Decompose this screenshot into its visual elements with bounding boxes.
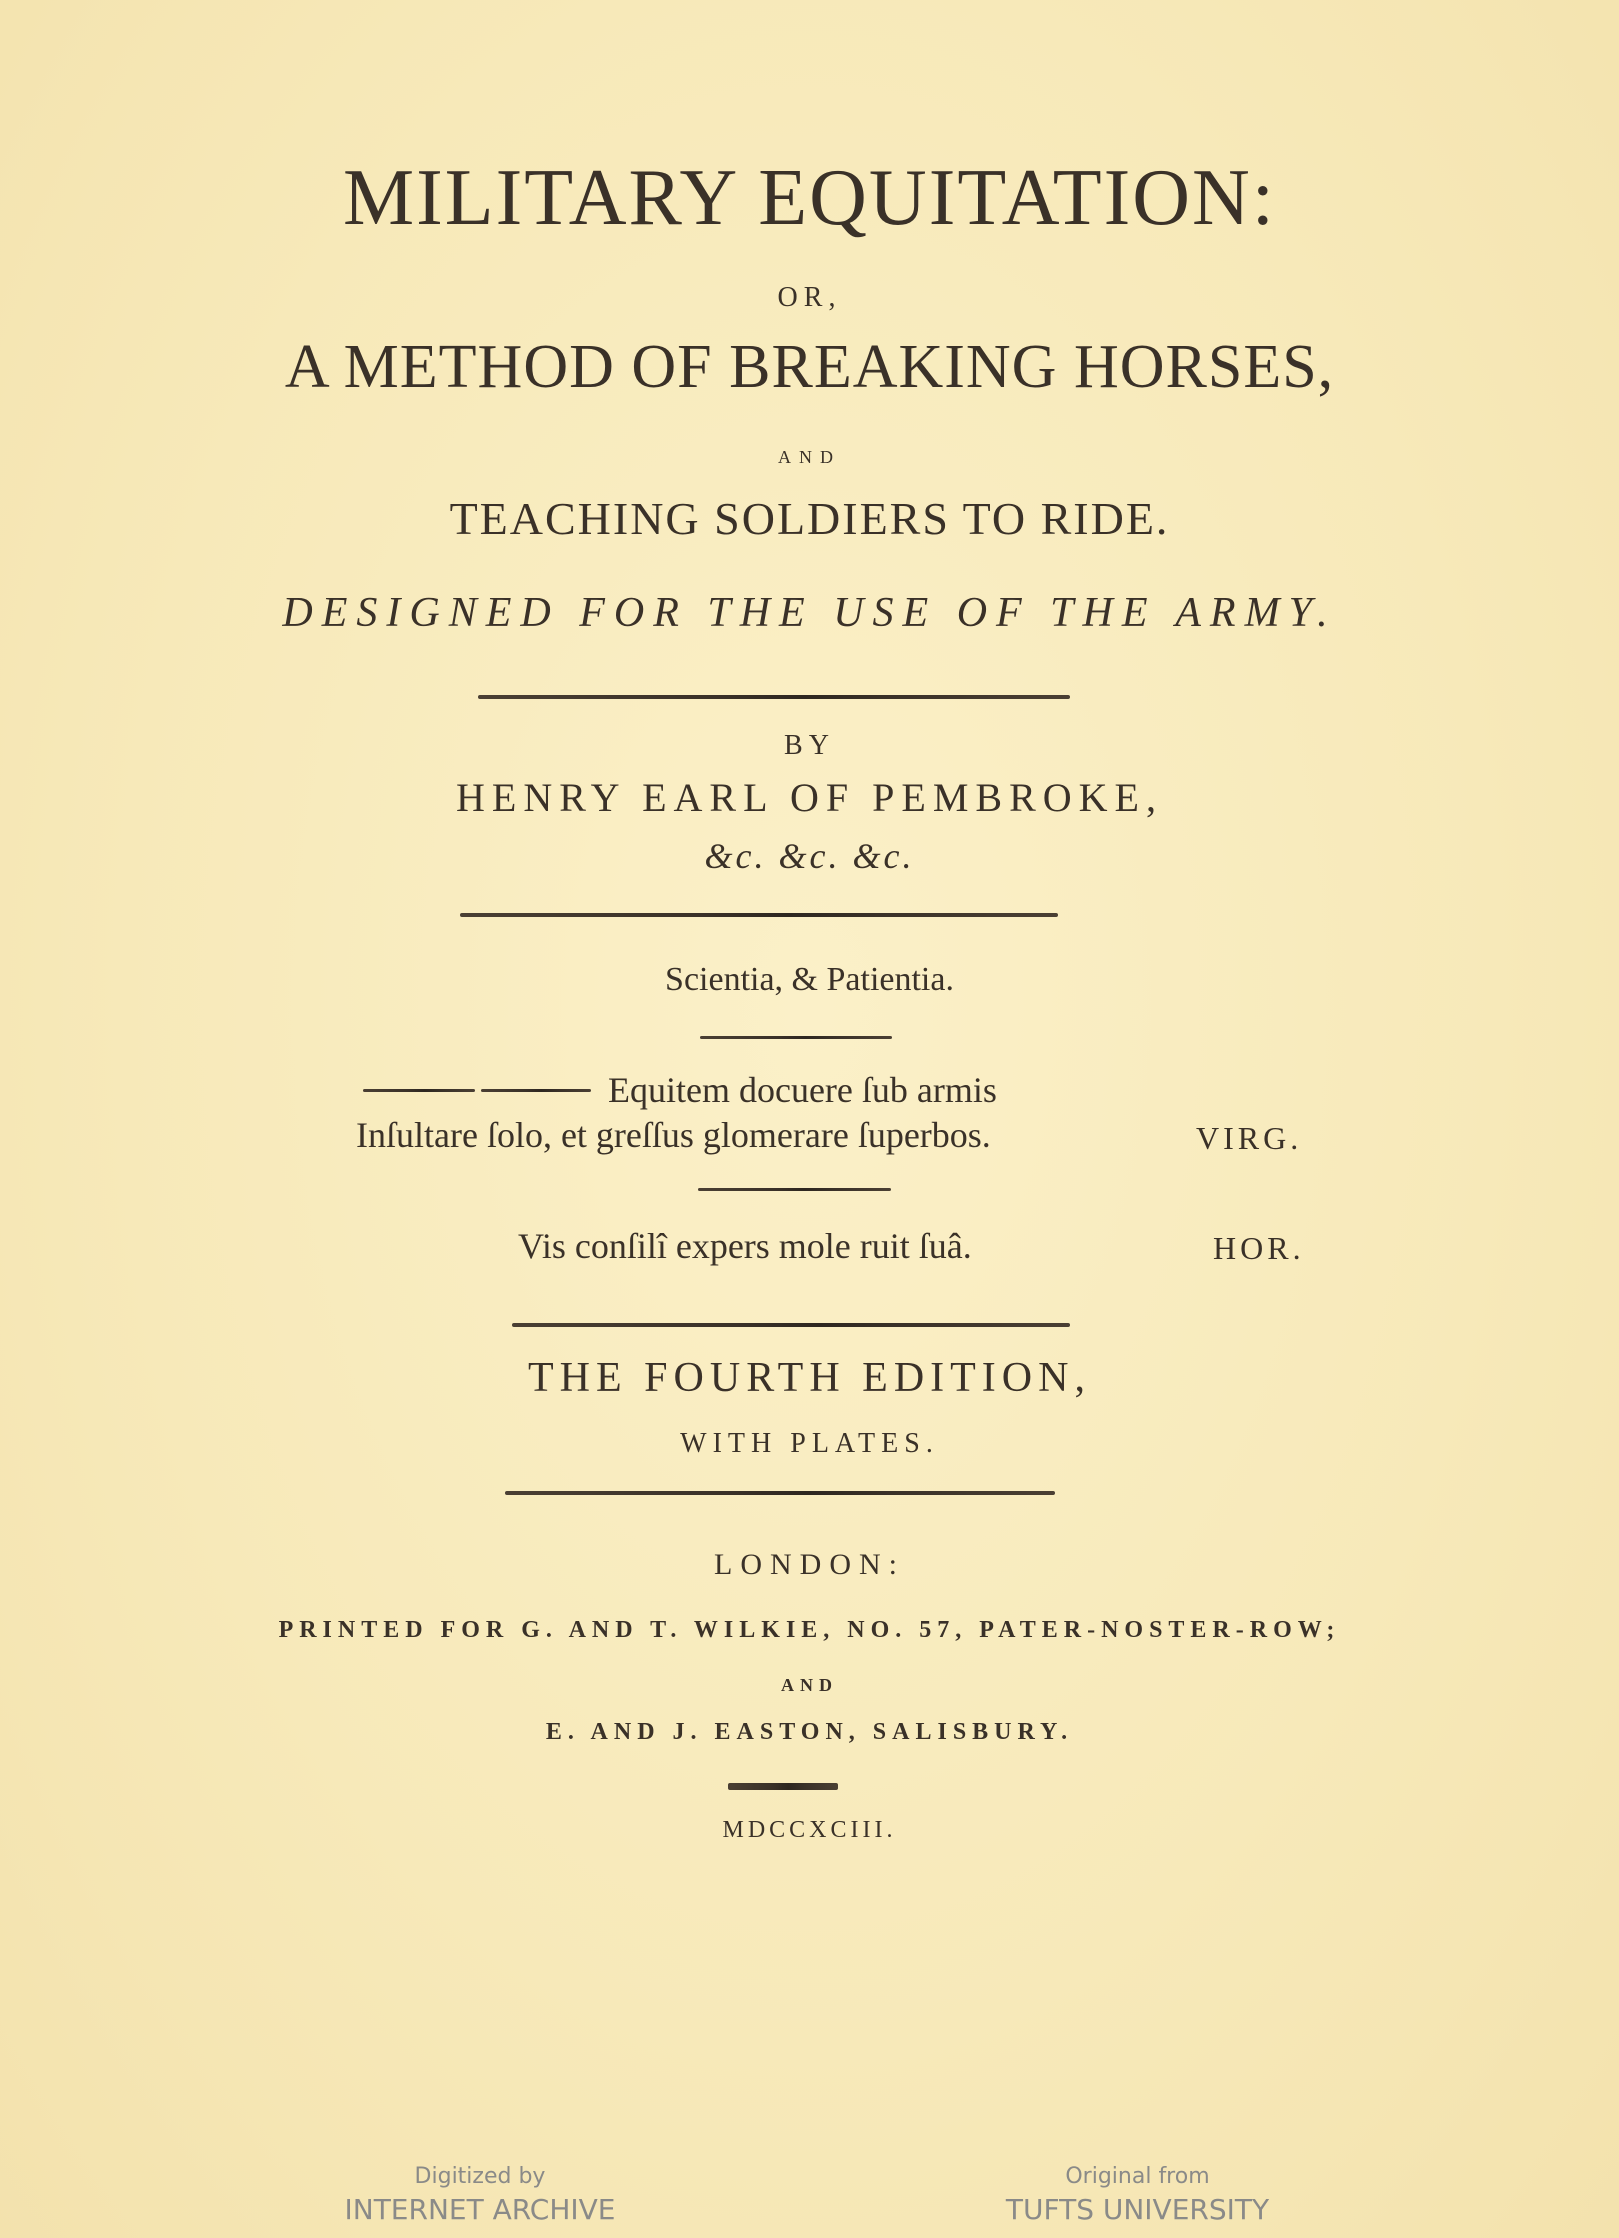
footer-digitized-by: [340, 2164, 620, 2226]
subtitle-breaking-horses: A METHOD OF BREAKING HORSES,: [284, 333, 1335, 401]
virgil-attribution: VIRG.: [1196, 1120, 1303, 1156]
london: LONDON:: [714, 1548, 905, 1581]
with-plates: WITH PLATES.: [680, 1428, 939, 1459]
horace-attribution: HOR.: [1213, 1230, 1305, 1266]
and-line-1: AND: [778, 447, 841, 467]
easton-salisbury: E. AND J. EASTON, SALISBURY.: [545, 1719, 1074, 1745]
divider-rule-2: [460, 913, 1058, 917]
virgil-quote-line-2: Inſultare ſolo, et greſſus glomerare ſuperbos.: [356, 1115, 991, 1155]
ornament-rule: [728, 1783, 838, 1790]
year: MDCCXCIII.: [722, 1817, 897, 1843]
divider-rule-4: [698, 1188, 891, 1191]
virgil-quote-line-1: Equitem docuere ſub armis: [608, 1070, 997, 1110]
quote-lead-dash-1: [363, 1089, 475, 1092]
quote-lead-dash-2: [481, 1089, 591, 1092]
book-title: MILITARY EQUITATION:: [343, 154, 1276, 242]
footer-tufts-university: TUFTS UNIVERSITY: [1005, 2193, 1270, 2226]
author-name: HENRY EARL OF PEMBROKE,: [456, 775, 1163, 820]
divider-rule-1: [478, 695, 1070, 699]
edition: THE FOURTH EDITION,: [528, 1355, 1091, 1401]
divider-rule-3: [700, 1036, 892, 1039]
divider-rule-6: [505, 1491, 1055, 1495]
footer-internet-archive: INTERNET ARCHIVE: [344, 2193, 616, 2226]
or-line: OR,: [777, 282, 842, 313]
footer-digitized-label: Digitized by: [414, 2164, 546, 2189]
subtitle-teaching-soldiers: TEACHING SOLDIERS TO RIDE.: [449, 493, 1170, 544]
designed-for-army: DESIGNED FOR THE USE OF THE ARMY.: [282, 590, 1337, 636]
and-line-2: AND: [781, 1675, 838, 1695]
motto: Scientia, & Patientia.: [665, 961, 954, 998]
divider-rule-5: [512, 1323, 1070, 1327]
footer-original-label: Original from: [1065, 2164, 1210, 2189]
by-line: BY: [784, 730, 835, 761]
etc-line: &c. &c. &c.: [704, 836, 915, 876]
printed-for: PRINTED FOR G. AND T. WILKIE, NO. 57, PATER-NOSTER-ROW;: [278, 1617, 1341, 1643]
horace-quote: Vis conſilî expers mole ruit ſuâ.: [518, 1226, 972, 1266]
footer-original-from: [1000, 2164, 1275, 2226]
